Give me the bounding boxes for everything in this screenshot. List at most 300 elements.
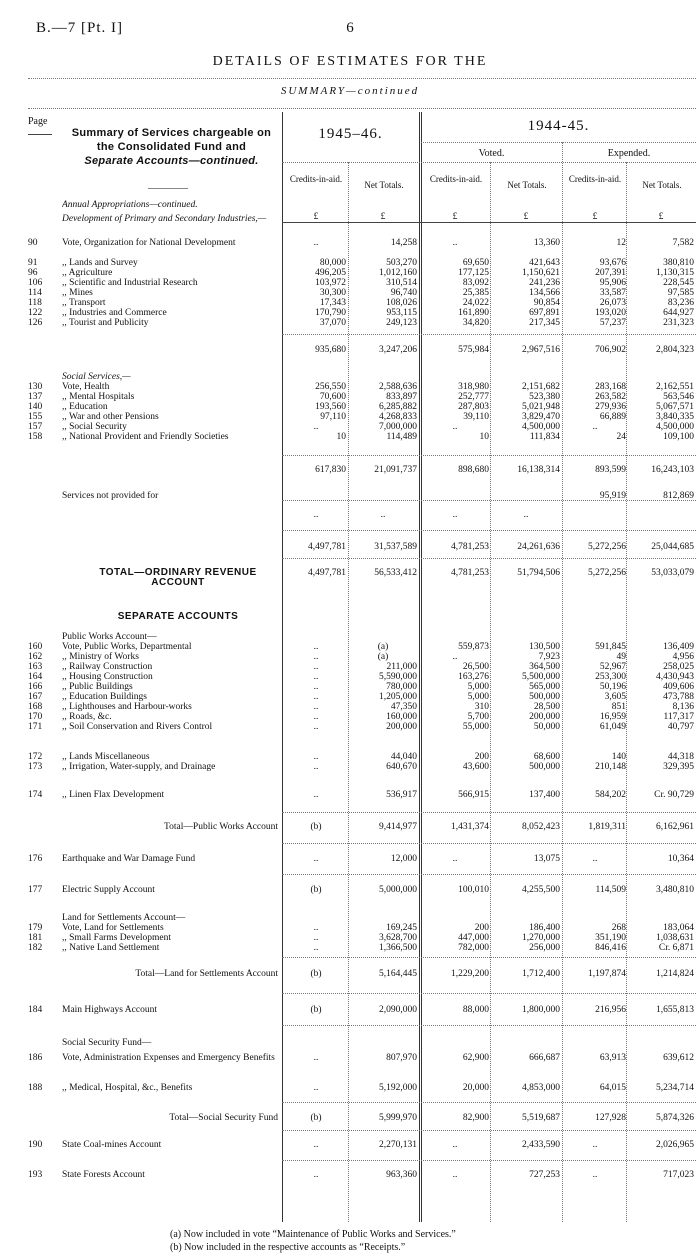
footnote-a: (a) Now included in vote “Maintenance of Public Works and Services.”	[170, 1229, 456, 1240]
row-rule	[282, 993, 696, 994]
row-value: 14,258	[390, 238, 417, 248]
row-value: 117,317	[663, 712, 694, 722]
row-value: (b)	[310, 885, 322, 895]
title-rule	[28, 78, 696, 79]
row-value: ..	[452, 510, 458, 520]
row-value: 310,514	[386, 278, 417, 288]
row-description: ,, Native Land Settlement	[62, 943, 160, 953]
row-rule	[282, 957, 696, 958]
row-description: ,, Mental Hospitals	[62, 392, 135, 402]
row-value: 25,044,685	[651, 542, 694, 552]
header-rule	[282, 222, 696, 223]
row-value: 4,430,943	[656, 672, 694, 682]
row-value: 83,092	[462, 278, 489, 288]
row-page-number: 163	[28, 662, 43, 672]
row-value: 53,033,079	[651, 568, 694, 578]
credits-in-aid-header: Credits-in-aid.	[429, 174, 483, 184]
row-description: Social Services,—	[62, 372, 131, 382]
row-value: 287,803	[458, 402, 489, 412]
row-value: 39,110	[463, 412, 489, 422]
row-value: (b)	[310, 1113, 322, 1123]
row-value: 563,546	[663, 392, 694, 402]
row-description: State Forests Account	[62, 1170, 145, 1180]
row-value: ..	[313, 652, 319, 662]
row-description: Services not provided for	[62, 491, 159, 501]
row-description: ,, National Provident and Friendly Societies	[62, 432, 229, 442]
row-value: 5,164,445	[379, 969, 417, 979]
row-value: ..	[452, 1140, 458, 1150]
row-value: 523,380	[529, 392, 560, 402]
row-value: 61,049	[599, 722, 626, 732]
row-value: ..	[313, 712, 319, 722]
row-value: 421,643	[529, 258, 560, 268]
row-description: Public Works Account—	[62, 632, 157, 642]
row-value: 666,687	[529, 1053, 560, 1063]
row-value: 50,196	[599, 682, 626, 692]
row-value: 25,385	[462, 288, 489, 298]
page-column-header: Page	[28, 116, 48, 127]
row-value: 200	[474, 923, 489, 933]
row-value: 268	[611, 923, 626, 933]
row-value: 109,100	[663, 432, 694, 442]
row-value: ..	[313, 1140, 319, 1150]
row-value: 130,500	[529, 642, 560, 652]
row-value: 93,676	[599, 258, 626, 268]
row-value: 258,025	[663, 662, 694, 672]
row-value: 216,956	[595, 1005, 626, 1015]
row-description: ,, Social Security	[62, 422, 127, 432]
row-description: State Coal-mines Account	[62, 1140, 162, 1150]
row-value: 28,500	[533, 702, 560, 712]
row-value: 193,020	[595, 308, 626, 318]
row-value: 114,489	[386, 432, 417, 442]
row-value: 283,168	[595, 382, 626, 392]
row-value: 5,519,687	[522, 1113, 560, 1123]
row-description: TOTAL—ORDINARY REVENUE ACCOUNT	[99, 568, 257, 588]
row-page-number: 177	[28, 885, 43, 895]
heading-line-1: Summary of Services chargeable on	[71, 127, 272, 139]
row-value: ..	[313, 510, 319, 520]
row-value: 833,897	[386, 392, 417, 402]
subtitle-rule	[28, 108, 696, 109]
row-page-number: 181	[28, 933, 43, 943]
row-value: 20,000	[462, 1083, 489, 1093]
row-value: 253,300	[595, 672, 626, 682]
row-value: 1,214,824	[656, 969, 694, 979]
row-value: 5,700	[467, 712, 489, 722]
row-value: ..	[313, 238, 319, 248]
row-value: 200	[474, 752, 489, 762]
row-value: 1,150,621	[522, 268, 560, 278]
row-value: 170,790	[315, 308, 346, 318]
row-value: 50,000	[533, 722, 560, 732]
row-value: ..	[313, 752, 319, 762]
row-value: 52,967	[599, 662, 626, 672]
year-previous: 1944-45.	[527, 118, 590, 134]
row-value: (b)	[310, 822, 322, 832]
row-description: Vote, Organization for National Development	[62, 238, 236, 248]
estimates-table	[28, 112, 696, 1222]
header-ref: B.—7 [Pt. I]	[36, 20, 123, 36]
row-value: ..	[313, 790, 319, 800]
row-value: 140	[611, 752, 626, 762]
row-value: 851	[611, 702, 626, 712]
row-page-number: 158	[28, 432, 43, 442]
page-rule	[28, 134, 52, 135]
row-value: £	[592, 212, 598, 222]
row-page-number: 166	[28, 682, 43, 692]
row-value: ..	[313, 422, 319, 432]
row-value: 186,400	[529, 923, 560, 933]
footnote-b: (b) Now included in the respective accounts as “Receipts.”	[170, 1242, 406, 1253]
row-description: ,, Soil Conservation and Rivers Control	[62, 722, 213, 732]
row-value: 96,740	[390, 288, 417, 298]
row-value: 207,391	[595, 268, 626, 278]
row-value: 31,537,589	[374, 542, 417, 552]
row-value: 2,270,131	[379, 1140, 417, 1150]
voted-header: Voted.	[478, 148, 505, 159]
row-description: Social Security Fund—	[62, 1038, 152, 1048]
row-value: 617,830	[315, 465, 346, 475]
row-value: 43,600	[462, 762, 489, 772]
row-value: 24,261,636	[517, 542, 560, 552]
row-value: 5,000	[467, 692, 489, 702]
row-value: 256,000	[529, 943, 560, 953]
row-value: £	[452, 212, 458, 222]
expended-header: Expended.	[607, 148, 651, 159]
row-description: ,, Lighthouses and Harbour-works	[62, 702, 192, 712]
row-value: 3,247,206	[379, 345, 417, 355]
row-value: ..	[313, 672, 319, 682]
row-value: 2,090,000	[379, 1005, 417, 1015]
row-page-number: 173	[28, 762, 43, 772]
row-value: 13,360	[533, 238, 560, 248]
row-rule	[282, 874, 696, 875]
row-value: 4,268,833	[379, 412, 417, 422]
row-value: 160,000	[386, 712, 417, 722]
row-description: Annual Appropriations—continued.	[62, 200, 198, 210]
row-value: 7,582	[672, 238, 694, 248]
row-value: ..	[452, 652, 458, 662]
row-value: ..	[313, 854, 319, 864]
row-value: ..	[313, 923, 319, 933]
row-page-number: 171	[28, 722, 43, 732]
row-value: 898,680	[458, 465, 489, 475]
row-value: (b)	[310, 969, 322, 979]
row-description: ,, Public Buildings	[62, 682, 133, 692]
row-value: 2,026,965	[656, 1140, 694, 1150]
net-totals-header: Net Totals.	[642, 180, 682, 190]
row-value: 409,606	[663, 682, 694, 692]
row-value: 364,500	[529, 662, 560, 672]
row-value: 329,395	[663, 762, 694, 772]
row-value: 16,959	[599, 712, 626, 722]
row-value: 97,110	[320, 412, 346, 422]
row-value: (b)	[310, 1005, 322, 1015]
heading-line-3: Separate Accounts—continued.	[84, 155, 259, 167]
row-rule	[282, 1130, 696, 1131]
row-description: Vote, Health	[62, 382, 110, 392]
row-value: 263,582	[595, 392, 626, 402]
row-value: 5,590,000	[379, 672, 417, 682]
row-value: 17,343	[319, 298, 346, 308]
row-page-number: 184	[28, 1005, 43, 1015]
row-page-number: 179	[28, 923, 43, 933]
row-value: ..	[452, 1170, 458, 1180]
year-current: 1945–46.	[318, 126, 383, 142]
row-description: ,, Railway Construction	[62, 662, 153, 672]
row-description: Development of Primary and Secondary Industries,—	[62, 214, 267, 224]
row-value: 4,255,500	[522, 885, 560, 895]
row-value: 51,794,506	[517, 568, 560, 578]
page-title: DETAILS OF ESTIMATES FOR THE	[212, 54, 488, 69]
row-value: 21,091,737	[374, 465, 417, 475]
row-value: 193,560	[315, 402, 346, 412]
row-value: 639,612	[663, 1053, 694, 1063]
heading-rule	[148, 188, 188, 189]
row-value: 70,600	[319, 392, 346, 402]
row-value: 16,243,103	[651, 465, 694, 475]
row-value: 8,136	[672, 702, 694, 712]
row-value: 40,797	[667, 722, 694, 732]
row-value: 66,889	[599, 412, 626, 422]
row-value: 5,874,326	[656, 1113, 694, 1123]
row-page-number: 190	[28, 1140, 43, 1150]
row-rule	[282, 1102, 696, 1103]
row-value: 2,433,590	[522, 1140, 560, 1150]
row-value: 5,067,571	[656, 402, 694, 412]
row-value: 4,500,000	[656, 422, 694, 432]
row-value: 2,588,636	[379, 382, 417, 392]
row-value: 3,605	[604, 692, 626, 702]
row-value: 127,928	[595, 1113, 626, 1123]
row-value: 137,400	[529, 790, 560, 800]
row-value: 782,000	[458, 943, 489, 953]
row-value: 161,890	[458, 308, 489, 318]
row-description: ,, War and other Pensions	[62, 412, 159, 422]
row-value: 83,236	[667, 298, 694, 308]
row-page-number: 168	[28, 702, 43, 712]
row-value: 4,497,781	[308, 542, 346, 552]
row-value: ..	[313, 692, 319, 702]
column-rule	[282, 112, 283, 1222]
row-value: 500,000	[529, 762, 560, 772]
row-value: ..	[313, 1053, 319, 1063]
row-description: ,, Irrigation, Water-supply, and Drainage	[62, 762, 216, 772]
row-page-number: 186	[28, 1053, 43, 1063]
row-value: 5,500,000	[522, 672, 560, 682]
row-value: 2,967,516	[522, 345, 560, 355]
row-value: (a)	[377, 642, 389, 652]
row-description: ,, Education Buildings	[62, 692, 147, 702]
row-value: 63,913	[599, 1053, 626, 1063]
row-value: 47,350	[390, 702, 417, 712]
row-value: 697,891	[529, 308, 560, 318]
row-rule	[282, 812, 696, 813]
row-description: ,, Lands and Survey	[62, 258, 138, 268]
row-value: 108,026	[386, 298, 417, 308]
row-value: ..	[313, 762, 319, 772]
page-number: 6	[346, 20, 354, 36]
row-value: 95,919	[599, 491, 626, 501]
row-description: ,, Ministry of Works	[62, 652, 139, 662]
row-value: 80,000	[319, 258, 346, 268]
row-value: 6,162,961	[656, 822, 694, 832]
row-value: 211,000	[386, 662, 417, 672]
row-page-number: 162	[28, 652, 43, 662]
row-value: 963,360	[386, 1170, 417, 1180]
row-page-number: 176	[28, 854, 43, 864]
row-value: ..	[452, 854, 458, 864]
row-value: 5,000	[467, 682, 489, 692]
row-value: ..	[313, 722, 319, 732]
row-value: 49	[616, 652, 626, 662]
row-value: 5,000,000	[379, 885, 417, 895]
row-value: 447,000	[458, 933, 489, 943]
row-page-number: 91	[28, 258, 38, 268]
row-description: Total—Social Security Fund	[169, 1113, 278, 1123]
row-value: 37,070	[319, 318, 346, 328]
row-value: 807,970	[386, 1053, 417, 1063]
row-value: ..	[592, 854, 598, 864]
row-value: 210,148	[595, 762, 626, 772]
row-description: Land for Settlements Account—	[62, 913, 186, 923]
row-page-number: 122	[28, 308, 43, 318]
row-value: 3,480,810	[656, 885, 694, 895]
row-value: 249,123	[386, 318, 417, 328]
row-value: 13,075	[533, 854, 560, 864]
row-value: £	[380, 212, 386, 222]
column-divider	[490, 162, 491, 1222]
header-divider	[421, 142, 696, 143]
row-value: ..	[380, 510, 386, 520]
row-description: Total—Land for Settlements Account	[135, 969, 278, 979]
row-page-number: 193	[28, 1170, 43, 1180]
row-value: 812,869	[663, 491, 694, 501]
row-value: 163,276	[458, 672, 489, 682]
row-rule	[282, 1025, 696, 1026]
row-description: ,, Tourist and Publicity	[62, 318, 149, 328]
row-rule	[282, 530, 696, 531]
row-value: 103,972	[315, 278, 346, 288]
row-value: 893,599	[595, 465, 626, 475]
row-value: £	[523, 212, 529, 222]
row-value: 846,416	[595, 943, 626, 953]
row-description: ,, Housing Construction	[62, 672, 153, 682]
row-value: 935,680	[315, 345, 346, 355]
row-rule	[282, 1160, 696, 1161]
row-value: 136,409	[663, 642, 694, 652]
row-value: ..	[452, 238, 458, 248]
row-value: 318,980	[458, 382, 489, 392]
credits-in-aid-header: Credits-in-aid.	[289, 174, 343, 184]
row-description: Total—Public Works Account	[164, 822, 278, 832]
row-value: 4,781,253	[451, 542, 489, 552]
row-value: 10,364	[667, 854, 694, 864]
row-value: 34,820	[462, 318, 489, 328]
row-value: 9,414,977	[379, 822, 417, 832]
row-value: 279,936	[595, 402, 626, 412]
row-value: 5,234,714	[656, 1083, 694, 1093]
row-value: 3,829,470	[522, 412, 560, 422]
row-page-number: 155	[28, 412, 43, 422]
row-value: 536,917	[386, 790, 417, 800]
row-value: ..	[313, 933, 319, 943]
row-value: (a)	[377, 652, 389, 662]
row-value: 2,162,551	[656, 382, 694, 392]
row-value: Cr. 6,871	[658, 943, 694, 953]
row-value: £	[658, 212, 664, 222]
row-page-number: 157	[28, 422, 43, 432]
row-value: 82,900	[462, 1113, 489, 1123]
row-value: 64,015	[599, 1083, 626, 1093]
credits-in-aid-header: Credits-in-aid.	[568, 174, 622, 184]
row-value: 55,000	[462, 722, 489, 732]
row-description: ,, Lands Miscellaneous	[62, 752, 150, 762]
row-value: 953,115	[386, 308, 417, 318]
column-divider	[626, 162, 627, 1222]
heading-line-2: the Consolidated Fund and	[96, 141, 247, 153]
row-page-number: 126	[28, 318, 43, 328]
row-value: 26,073	[599, 298, 626, 308]
row-value: 6,285,882	[379, 402, 417, 412]
row-description: Vote, Administration Expenses and Emergency Benefits	[62, 1053, 275, 1063]
row-value: 706,902	[595, 345, 626, 355]
row-value: 1,270,000	[522, 933, 560, 943]
row-description: Earthquake and War Damage Fund	[62, 854, 196, 864]
row-value: 10	[479, 432, 489, 442]
row-rule	[282, 455, 696, 456]
row-value: 2,804,323	[656, 345, 694, 355]
row-value: 584,202	[595, 790, 626, 800]
row-value: 1,800,000	[522, 1005, 560, 1015]
row-page-number: 130	[28, 382, 43, 392]
row-value: 69,650	[462, 258, 489, 268]
row-value: 1,431,374	[451, 822, 489, 832]
row-value: 727,253	[529, 1170, 560, 1180]
page-subtitle: SUMMARY—continued	[280, 85, 420, 97]
row-value: 310	[474, 702, 489, 712]
row-value: 114,509	[595, 885, 626, 895]
row-description: ,, Scientific and Industrial Research	[62, 278, 198, 288]
row-value: 2,151,682	[522, 382, 560, 392]
row-value: 575,984	[458, 345, 489, 355]
row-value: 503,270	[386, 258, 417, 268]
row-value: 44,318	[667, 752, 694, 762]
row-value: 57,237	[599, 318, 626, 328]
row-value: 88,000	[462, 1005, 489, 1015]
row-value: 4,853,000	[522, 1083, 560, 1093]
row-value: 228,545	[663, 278, 694, 288]
row-value: 30,300	[319, 288, 346, 298]
row-description: SEPARATE ACCOUNTS	[117, 612, 239, 622]
row-value: 12	[616, 238, 626, 248]
row-value: 4,781,253	[451, 568, 489, 578]
row-value: ..	[313, 1083, 319, 1093]
row-page-number: 96	[28, 268, 38, 278]
row-value: ..	[523, 510, 529, 520]
row-value: 24,022	[462, 298, 489, 308]
row-page-number: 172	[28, 752, 43, 762]
row-page-number: 167	[28, 692, 43, 702]
row-page-number: 188	[28, 1083, 43, 1093]
row-value: 26,500	[462, 662, 489, 672]
row-value: 591,845	[595, 642, 626, 652]
row-value: 496,205	[315, 268, 346, 278]
row-page-number: 182	[28, 943, 43, 953]
row-value: 500,000	[529, 692, 560, 702]
row-value: 7,923	[538, 652, 560, 662]
